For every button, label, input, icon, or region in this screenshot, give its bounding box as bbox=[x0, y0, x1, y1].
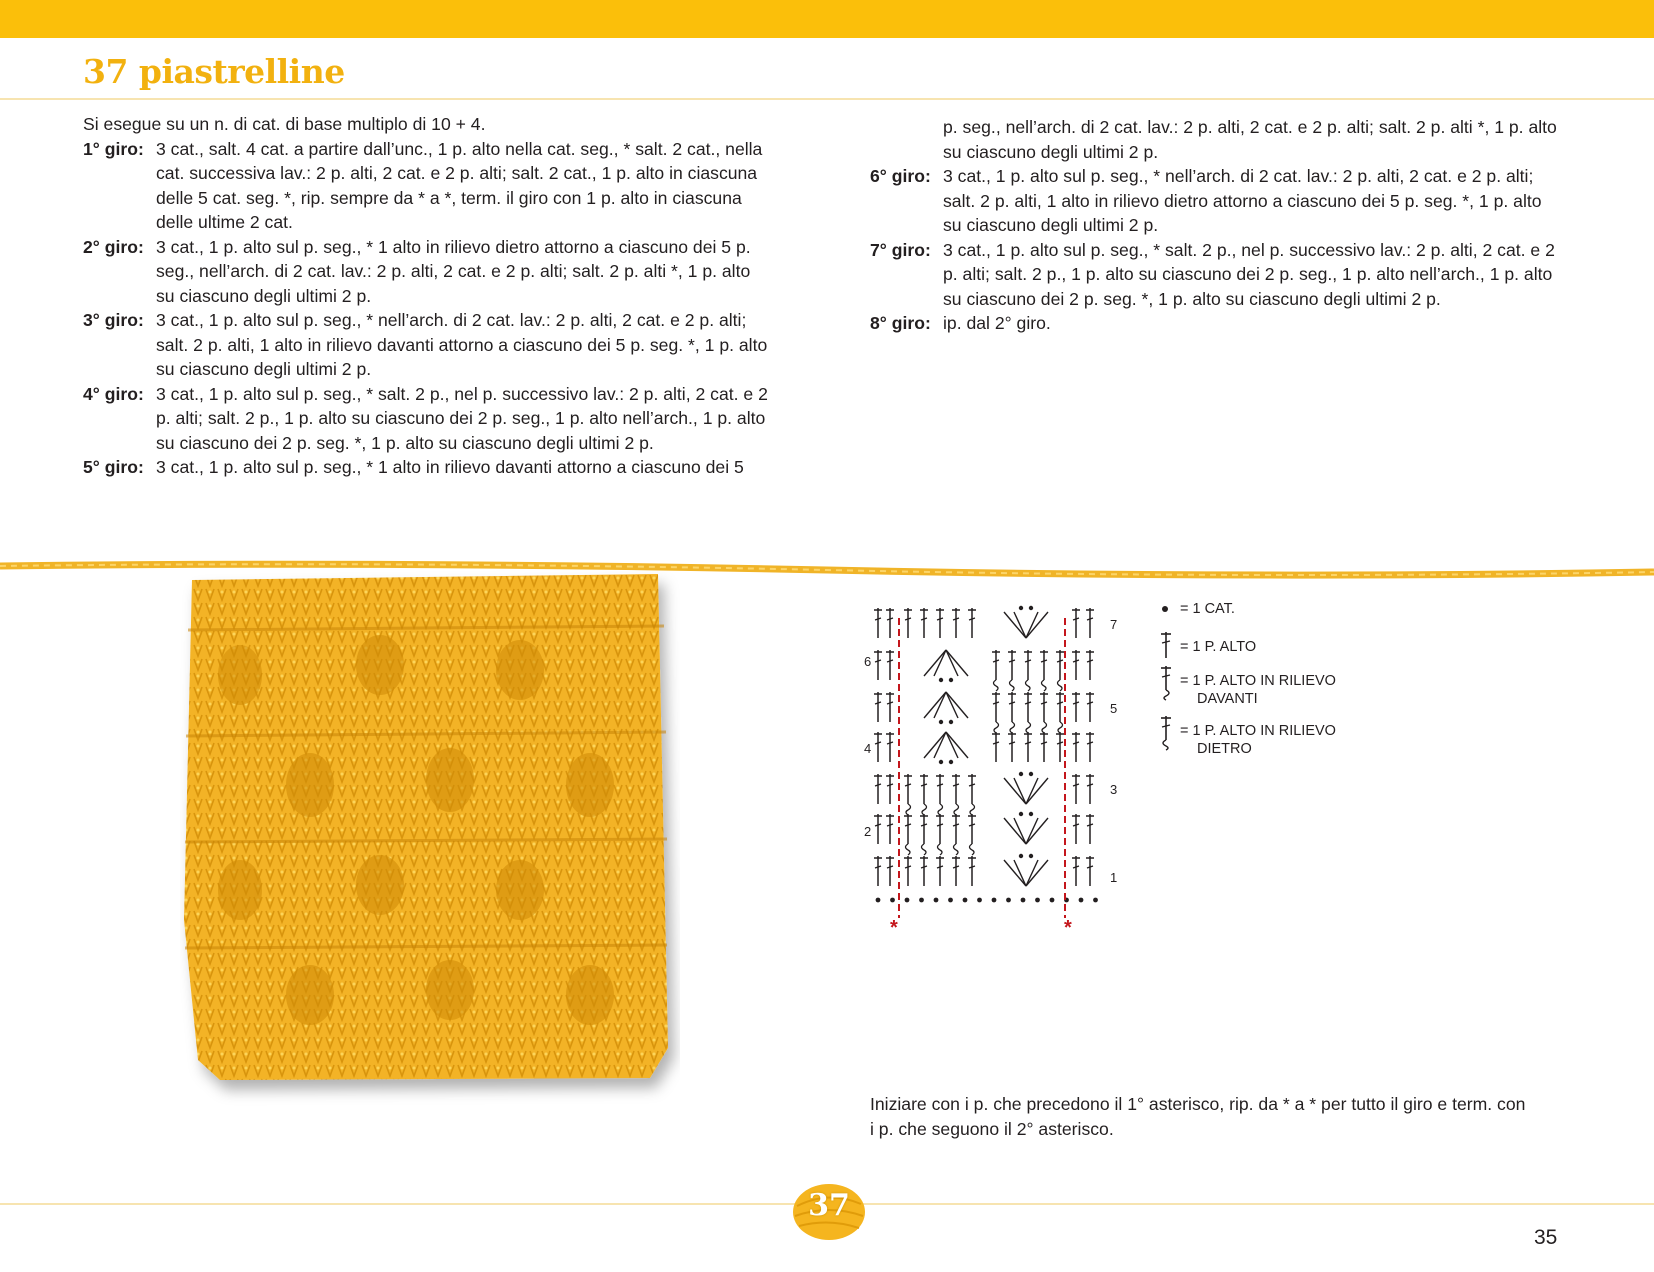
text-line: salt. 2 p. alti, 1 alto in rilievo davanti attorno a ciascuno dei 5 p. seg. *, 1 p. alto bbox=[156, 334, 768, 355]
chain-dot-symbol bbox=[890, 898, 895, 903]
round-text bbox=[156, 235, 798, 309]
round-3 bbox=[83, 308, 798, 382]
round-text bbox=[943, 311, 1575, 336]
crochet-swatch-photo bbox=[180, 560, 680, 1120]
chain-dot-symbol bbox=[1019, 812, 1023, 816]
text-line: 3 cat., 1 p. alto sul p. seg., * nell’arch. di 2 cat. lav.: 2 p. alti, 2 cat. e 2 p. alti; bbox=[943, 166, 1534, 186]
shell-stitch-symbol bbox=[946, 732, 968, 758]
round-label: 4° giro: bbox=[83, 383, 144, 404]
row-number-2: 2 bbox=[864, 824, 872, 839]
round-1 bbox=[83, 137, 798, 235]
front-post-stitch-symbol bbox=[938, 804, 943, 815]
chain-dot-symbol bbox=[1093, 898, 1098, 903]
chain-dot-symbol bbox=[948, 898, 953, 903]
shell-stitch-symbol bbox=[1026, 818, 1048, 844]
text-line: 3 cat., 1 p. alto sul p. seg., * 1 alto in rilievo dietro attorno a ciascuno dei 5 p. bbox=[156, 236, 751, 257]
text-line: delle 5 cat. seg. *, rip. sempre da * a *, term. il giro con 1 p. alto in ciascuna bbox=[156, 187, 742, 208]
text-line: ip. dal 2° giro. bbox=[943, 313, 1051, 333]
front-post-stitch-symbol bbox=[1042, 722, 1047, 733]
front-post-stitch-symbol bbox=[906, 804, 911, 815]
shell-stitch-symbol bbox=[924, 692, 946, 718]
front-post-stitch-symbol bbox=[1026, 722, 1031, 733]
shell-stitch-symbol bbox=[1026, 860, 1048, 886]
round-label: 5° giro: bbox=[83, 457, 144, 477]
round-8 bbox=[870, 311, 1575, 336]
front-post-stitch-symbol bbox=[1010, 722, 1015, 733]
page-number: 35 bbox=[1534, 1226, 1558, 1249]
chain-dot-symbol bbox=[949, 760, 953, 764]
round-label: 1° giro: bbox=[83, 138, 144, 159]
text-line: 3 cat., 1 p. alto sul p. seg., * nell’arch. di 2 cat. lav.: 2 p. alti, 2 cat. e 2 p. alti; bbox=[156, 310, 747, 330]
chain-dot-symbol bbox=[919, 898, 924, 903]
repeat-end-asterisk: * bbox=[1064, 917, 1072, 936]
row-number-1: 1 bbox=[1110, 870, 1118, 885]
front-post-stitch-symbol bbox=[922, 804, 927, 815]
back-post-stitch-symbol bbox=[1042, 680, 1047, 691]
back-post-stitch-icon bbox=[1158, 714, 1174, 752]
legend-label: = 1 P. ALTO IN RILIEVO bbox=[1180, 723, 1336, 739]
intro-text: Si esegue su un n. di cat. di base multiplo di 10 + 4. bbox=[83, 114, 486, 134]
chain-dot-symbol bbox=[876, 898, 881, 903]
text-line: i p. che seguono il 2° asterisco. bbox=[870, 1119, 1114, 1139]
text-line: p. seg., nell’arch. di 2 cat. lav.: 2 p. alti, 2 cat. e 2 p. alti; salt. 2 p. alti *, 1 p. alto bbox=[943, 117, 1557, 137]
round-label: 2° giro: bbox=[83, 236, 144, 257]
chain-dot-symbol bbox=[1019, 854, 1023, 858]
shell-stitch-symbol bbox=[1004, 778, 1026, 804]
chain-dot-symbol bbox=[1019, 606, 1023, 610]
front-post-stitch-symbol bbox=[994, 722, 999, 733]
legend-label: = 1 P. ALTO IN RILIEVO bbox=[1180, 673, 1336, 689]
front-post-stitch-symbol bbox=[954, 804, 959, 815]
text-line: su ciascuno degli ultimi 2 p. bbox=[943, 215, 1159, 235]
text-line: Iniziare con i p. che precedono il 1° asterisco, rip. da * a * per tutto il giro e term. con bbox=[870, 1094, 1526, 1114]
legend-label: = 1 P. ALTO bbox=[1180, 639, 1257, 655]
text-line: su ciascuno degli ultimi 2 p. bbox=[156, 285, 372, 306]
front-post-stitch-symbol bbox=[1058, 722, 1063, 733]
crochet-stitch-diagram bbox=[856, 596, 1126, 936]
chain-dot-symbol bbox=[1029, 854, 1033, 858]
round-4 bbox=[83, 382, 798, 456]
round-text bbox=[156, 308, 798, 382]
back-post-stitch-symbol bbox=[1010, 680, 1015, 691]
chain-dot-symbol bbox=[963, 898, 968, 903]
instructions-left-column bbox=[83, 112, 798, 480]
text-line: salt. 2 p. alti, 1 alto in rilievo dietro attorno a ciascuno dei 5 p. seg. *, 1 p. alto bbox=[943, 190, 1542, 211]
treble-stitch-icon bbox=[1158, 630, 1174, 660]
back-post-stitch-symbol bbox=[970, 844, 975, 855]
back-post-stitch-symbol bbox=[938, 844, 943, 855]
round-5-continued bbox=[870, 115, 1575, 164]
back-post-stitch-symbol bbox=[906, 844, 911, 855]
round-6 bbox=[870, 164, 1575, 238]
text-line: su ciascuno degli ultimi 2 p. bbox=[943, 141, 1159, 162]
legend-label: DAVANTI bbox=[1197, 691, 1258, 707]
text-line: su ciascuno degli ultimi 2 p. bbox=[156, 359, 372, 379]
chain-dot-symbol bbox=[1021, 898, 1026, 903]
chain-dot-symbol bbox=[1035, 898, 1040, 903]
round-label: 6° giro: bbox=[870, 166, 931, 186]
shell-stitch-symbol bbox=[946, 650, 968, 676]
chain-dot-symbol bbox=[949, 678, 953, 682]
shell-stitch-symbol bbox=[946, 692, 968, 718]
chain-dot-symbol bbox=[939, 760, 943, 764]
chain-dot-symbol bbox=[905, 898, 910, 903]
text-line: cat. successiva lav.: 2 p. alti, 2 cat. e 2 p. alti; salt. 2 cat., 1 p. alto in ciascuna bbox=[156, 163, 758, 183]
back-post-stitch-symbol bbox=[922, 844, 927, 855]
shell-stitch-symbol bbox=[1026, 612, 1048, 638]
page-title: 37 piastrelline bbox=[83, 52, 345, 91]
shell-stitch-symbol bbox=[1004, 612, 1026, 638]
text-line: delle ultime 2 cat. bbox=[156, 212, 293, 232]
text-line: seg., nell’arch. di 2 cat. lav.: 2 p. alti, 2 cat. e 2 p. alti; salt. 2 p. alti *, 1 p. alto bbox=[156, 261, 751, 281]
row-number-5: 5 bbox=[1110, 701, 1118, 716]
text-line: 3 cat., salt. 4 cat. a partire dall’unc., 1 p. alto nella cat. seg., * salt. 2 cat., nella bbox=[156, 138, 763, 159]
round-7 bbox=[870, 238, 1575, 312]
round-text bbox=[156, 455, 798, 480]
chain-dot-symbol bbox=[992, 898, 997, 903]
round-label: 3° giro: bbox=[83, 310, 144, 330]
back-post-stitch-symbol bbox=[1058, 680, 1063, 691]
text-line: p. alti; salt. 2 p., 1 p. alto su ciascuno dei 2 p. seg., 1 p. alto nell’arch., 1 p. alto bbox=[156, 408, 766, 428]
back-post-stitch-symbol bbox=[1026, 680, 1031, 691]
chain-dot-symbol bbox=[1050, 898, 1055, 903]
chain-dot-symbol bbox=[1029, 772, 1033, 776]
text-line: su ciascuno dei 2 p. seg. *, 1 p. alto su ciascuno degli ultimi 2 p. bbox=[156, 432, 654, 453]
chain-dot-symbol bbox=[939, 678, 943, 682]
chain-dot-symbol bbox=[949, 720, 953, 724]
badge-number: 37 bbox=[808, 1188, 850, 1223]
round-2 bbox=[83, 235, 798, 309]
chain-dot-symbol bbox=[1079, 898, 1084, 903]
chain-dot-symbol bbox=[1019, 772, 1023, 776]
instructions-right-column bbox=[870, 115, 1575, 336]
shell-stitch-symbol bbox=[1026, 778, 1048, 804]
chain-dot-symbol bbox=[1029, 812, 1033, 816]
shell-stitch-symbol bbox=[924, 732, 946, 758]
shell-stitch-symbol bbox=[1004, 818, 1026, 844]
round-text bbox=[943, 238, 1575, 312]
repeat-instructions-note bbox=[870, 1092, 1590, 1142]
repeat-start-asterisk: * bbox=[890, 917, 898, 936]
text-line: 3 cat., 1 p. alto sul p. seg., * salt. 2 p., nel p. successivo lav.: 2 p. alti, 2 cat. e 2 bbox=[943, 239, 1555, 260]
round-label: 8° giro: bbox=[870, 313, 931, 333]
text-line: 3 cat., 1 p. alto sul p. seg., * 1 alto in rilievo davanti attorno a ciascuno dei 5 bbox=[156, 457, 744, 477]
row-number-3: 3 bbox=[1110, 782, 1118, 797]
chain-dot-symbol bbox=[939, 720, 943, 724]
round-5 bbox=[83, 455, 798, 480]
shell-stitch-symbol bbox=[1004, 860, 1026, 886]
round-text bbox=[156, 382, 798, 456]
chain-dot-symbol bbox=[1029, 606, 1033, 610]
shell-stitch-symbol bbox=[924, 650, 946, 676]
chain-dot-icon bbox=[1158, 600, 1174, 618]
text-line: su ciascuno dei 2 p. seg. *, 1 p. alto su ciascuno degli ultimi 2 p. bbox=[943, 288, 1441, 309]
front-post-stitch-symbol bbox=[970, 804, 975, 815]
top-accent-bar bbox=[0, 0, 1654, 38]
row-number-4: 4 bbox=[864, 741, 872, 756]
front-post-stitch-icon bbox=[1158, 664, 1174, 702]
legend-label: DIETRO bbox=[1197, 741, 1252, 757]
legend-label: = 1 CAT. bbox=[1180, 601, 1235, 617]
text-line: 3 cat., 1 p. alto sul p. seg., * salt. 2 p., nel p. successivo lav.: 2 p. alti, 2 cat. e 2 bbox=[156, 383, 768, 404]
title-divider bbox=[0, 98, 1654, 100]
round-text bbox=[156, 137, 798, 235]
chain-dot-symbol bbox=[934, 898, 939, 903]
round-label: 7° giro: bbox=[870, 239, 931, 260]
row-number-6: 6 bbox=[864, 654, 872, 669]
chain-dot-symbol bbox=[977, 898, 982, 903]
diagram-stitches bbox=[874, 606, 1098, 918]
round-text bbox=[943, 164, 1575, 238]
chain-dot-symbol bbox=[1006, 898, 1011, 903]
text-line: p. alti; salt. 2 p., 1 p. alto su ciascuno dei 2 p. seg., 1 p. alto nell’arch., 1 p. alto bbox=[943, 264, 1553, 284]
row-number-7: 7 bbox=[1110, 617, 1118, 632]
back-post-stitch-symbol bbox=[954, 844, 959, 855]
back-post-stitch-symbol bbox=[994, 680, 999, 691]
